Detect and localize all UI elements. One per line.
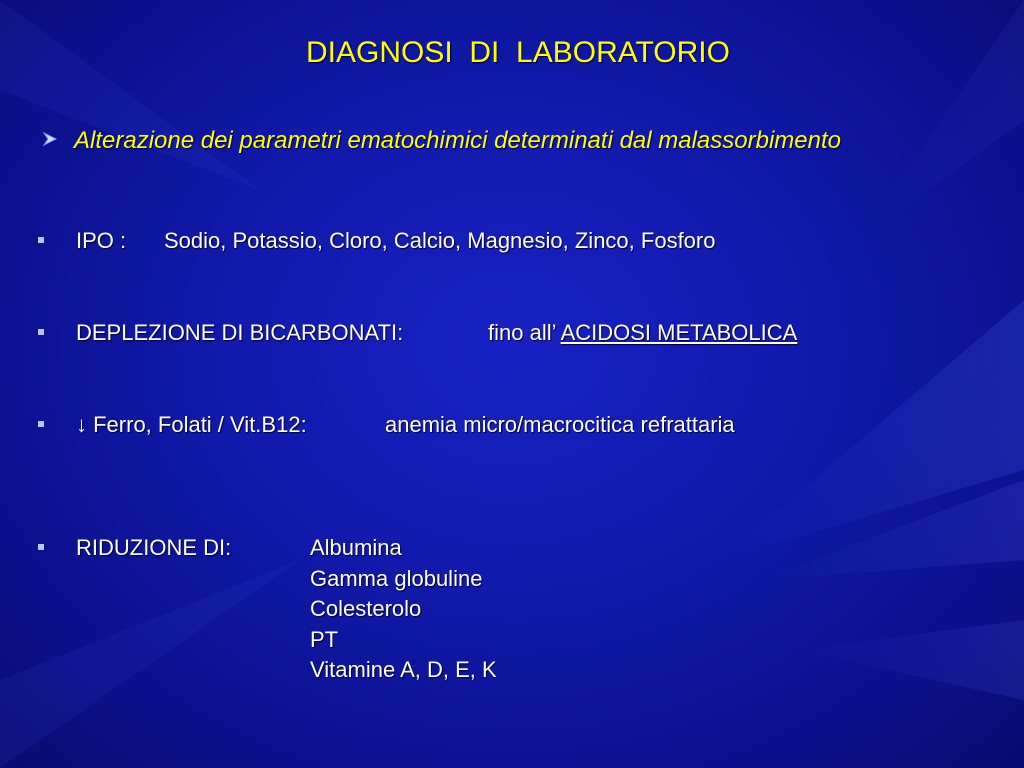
square-bullet-icon (38, 421, 44, 427)
item-label-text: ↓ Ferro, Folati / Vit.B12 (76, 412, 301, 437)
riduzione-value: Albumina (310, 535, 402, 560)
riduzione-value: PT (310, 626, 339, 652)
item-value-prefix: fino all’ (488, 320, 556, 345)
item-label: DEPLEZIONE DI BICARBONATI: (76, 320, 404, 345)
subheading (42, 127, 841, 159)
item-value: anemia micro/macrocitica refrattaria (385, 412, 735, 437)
riduzione-value: Gamma globuline (310, 565, 483, 591)
item-value (488, 320, 797, 346)
riduzione-value: Vitamine A, D, E, K (310, 657, 497, 682)
acidosi-link[interactable]: ACIDOSI METABOLICA (560, 320, 798, 345)
item-label: IPO : (76, 228, 127, 253)
slide-title: DIAGNOSI DI LABORATORIO (306, 36, 730, 69)
item-value: Sodio, Potassio, Cloro, Calcio, Magnesio, Zinco, Fosforo (164, 228, 716, 253)
arrowhead-bullet-icon (42, 131, 74, 152)
square-bullet-icon (38, 237, 44, 243)
square-bullet-icon (38, 544, 44, 550)
item-label-suffix: : (300, 412, 307, 437)
subheading-text: Alterazione dei parametri ematochimici determinati dal malassorbimento (74, 127, 842, 154)
riduzione-values (310, 533, 497, 686)
riduzione-value: Colesterolo (310, 596, 422, 621)
item-label: RIDUZIONE DI: (76, 535, 232, 560)
item-label (76, 412, 307, 438)
square-bullet-icon (38, 329, 44, 335)
